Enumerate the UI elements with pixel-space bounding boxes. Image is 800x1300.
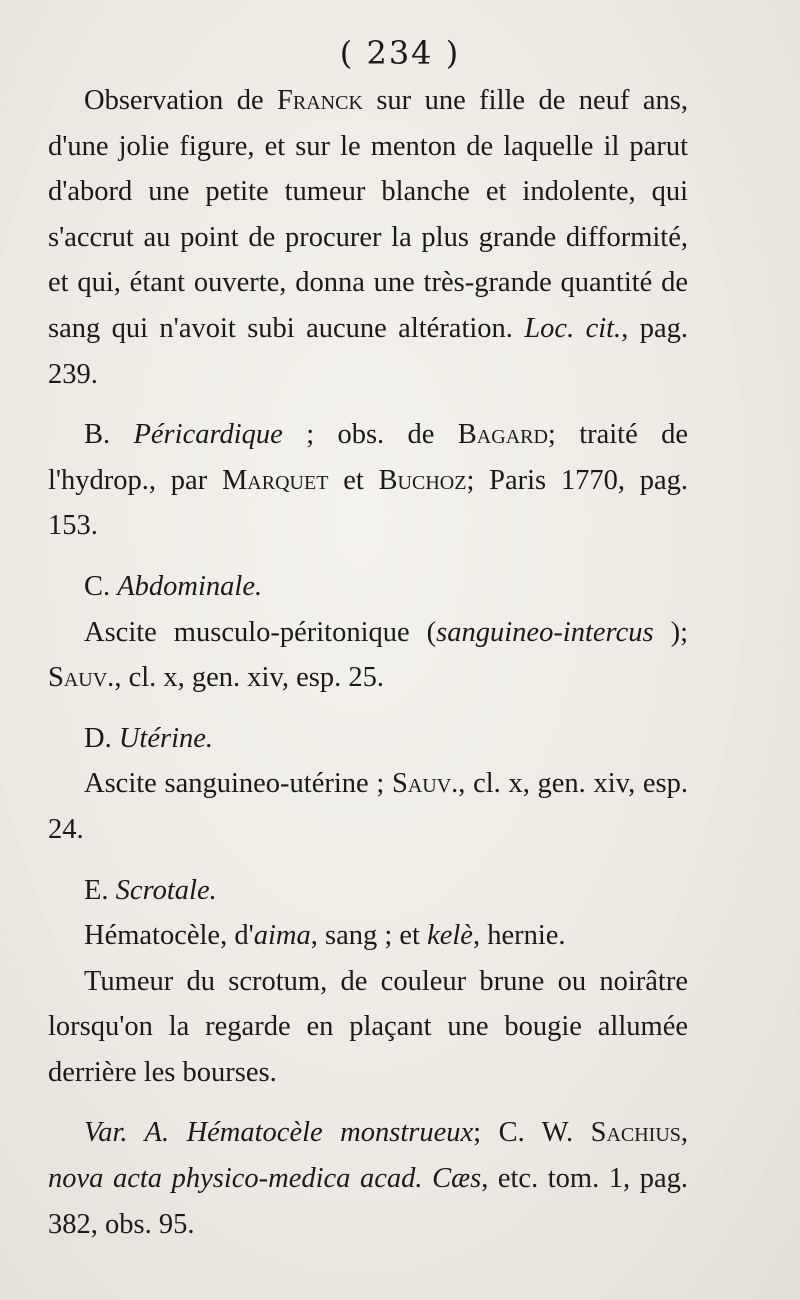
section-e-text3: , hernie. <box>472 920 566 952</box>
loc-cit: Loc. cit. <box>524 312 622 344</box>
author-sachius: Sachius <box>590 1117 681 1149</box>
section-d-text2: , cl. x, gen. xiv, esp. 24. <box>48 768 688 845</box>
author-bagard: Bagard <box>457 419 548 451</box>
section-c-body <box>48 610 688 701</box>
obs-body: sur une fille de neuf ans, d'une jolie figure, et sur le menton de laquelle il parut d'abord une petite tumeur blanche et indolente, qui s'accrut au point de procurer la plus grande difformité, et qui, étant ouverte, donna une très-grande quantité de sang qui n'avoit subi aucune altération. <box>48 85 688 344</box>
author-buchoz: Buchoz <box>378 464 467 496</box>
section-e-letter: E. <box>84 874 109 906</box>
variety-journal: nova acta physico-medica acad. Cæs <box>48 1163 482 1195</box>
section-e-title: Scrotale. <box>115 874 217 906</box>
author-marquet: Marquet <box>221 464 329 496</box>
section-c-heading <box>48 564 688 610</box>
section-b-letter: B. <box>84 419 111 451</box>
word-kele: kelè <box>427 920 473 952</box>
section-d-title: Utérine. <box>118 722 214 754</box>
section-e-text1: Hématocèle, d' <box>84 920 254 952</box>
section-c-title: Abdominale. <box>117 570 263 602</box>
franck-observation <box>48 78 688 397</box>
obs-lead: Observation de <box>84 85 264 116</box>
variety-title: Hématocèle monstrueux <box>186 1117 474 1149</box>
body-text <box>48 78 688 1247</box>
section-d-heading <box>48 716 688 762</box>
section-b-text1: ; obs. de <box>306 419 435 451</box>
variety-label: Var. A. <box>84 1117 170 1149</box>
section-e-text2: , sang ; et <box>310 920 420 952</box>
variety-text2: , <box>680 1117 689 1149</box>
page-number: ( 234 ) <box>339 34 461 72</box>
section-e-description: Tumeur du scrotum, de couleur brune ou noirâtre lorsqu'on la regarde en plaçant une bougie allumée derrière les bourses. <box>48 965 688 1088</box>
variety-text1: ; C. W. <box>473 1117 574 1149</box>
section-e-etymology <box>48 913 688 959</box>
section-d-text1: Ascite sanguineo-utérine ; <box>84 768 385 800</box>
author-sauv-d: Sauv. <box>391 768 459 800</box>
section-c-latin: sanguineo-intercus <box>436 616 654 648</box>
section-e-heading <box>48 868 688 914</box>
obs-tail: , pag. 239. <box>48 312 688 390</box>
word-aima: aima <box>253 920 311 952</box>
section-c-text2: ); <box>670 616 688 648</box>
variety-text3: , etc. tom. 1, pag. 382, obs. 95. <box>48 1163 688 1240</box>
author-franck: Franck <box>277 85 363 116</box>
section-b-text2: ; traité de l'hydrop., par <box>48 419 688 496</box>
variety-a <box>48 1110 688 1247</box>
section-d-body <box>48 761 688 852</box>
section-b-title: Péricardique <box>133 419 283 451</box>
section-c-text1: Ascite musculo-péritonique ( <box>84 616 437 648</box>
section-b-text3: et <box>343 464 364 496</box>
author-sauv-c: Sauv. <box>48 662 115 694</box>
section-b <box>48 412 688 549</box>
section-b-text4: ; Paris 1770, pag. 153. <box>48 464 689 542</box>
section-c-letter: C. <box>84 570 111 602</box>
section-c-text3: , cl. x, gen. xiv, esp. 25. <box>114 662 384 694</box>
section-d-letter: D. <box>84 722 112 754</box>
